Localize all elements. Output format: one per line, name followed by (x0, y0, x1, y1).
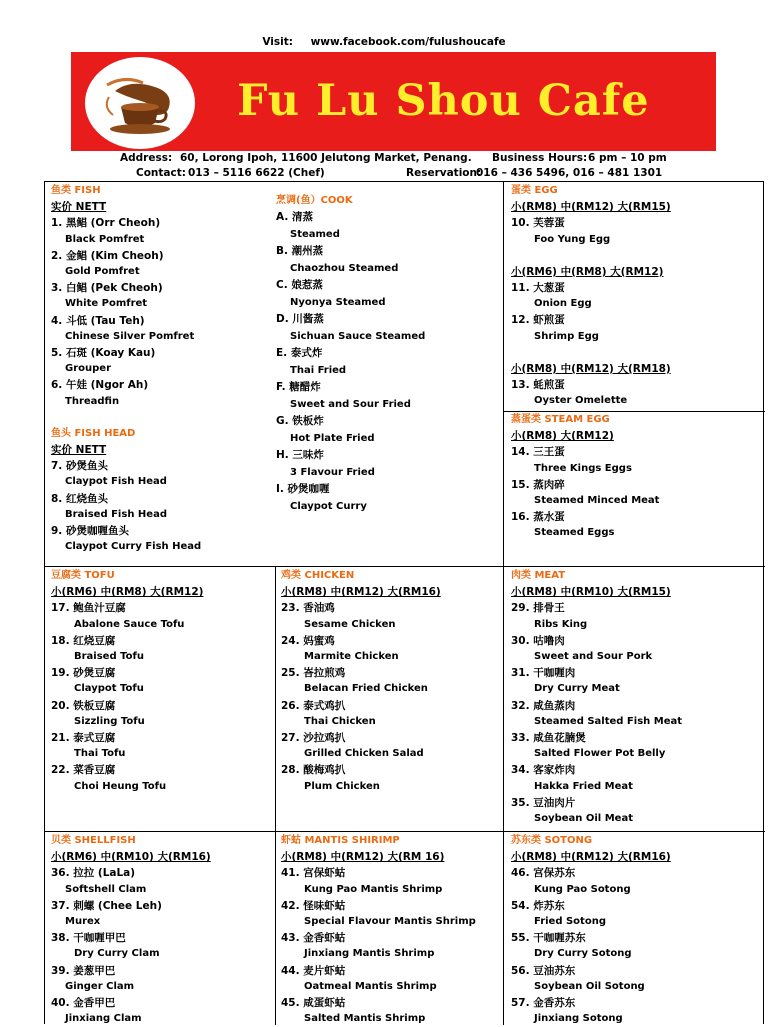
sotong-section (511, 833, 671, 1027)
reservation-value: 016 – 436 5496, 016 – 481 1301 (476, 167, 663, 179)
menu-item: 21. 泰式豆腐 Thai Tofu (51, 732, 126, 760)
menu-item: 12. 虾煎蛋 Shrimp Egg (511, 314, 599, 342)
menu-item: 29. 排骨王 Ribs King (511, 602, 588, 630)
menu-item: 55. 干咖喱苏东 Dry Curry Sotong (511, 932, 632, 960)
menu-item: 4. 斗低 (Tau Teh) Chinese Silver Pomfret (51, 314, 195, 342)
menu-item: 30. 咕噜肉 Sweet and Sour Pork (511, 634, 653, 663)
menu-item: I. 砂煲咖喱 Claypot Curry (276, 483, 367, 512)
hours-label: Business Hours: (492, 152, 588, 164)
menu-item: 28. 酸梅鸡扒 Plum Chicken (281, 764, 380, 792)
contact-label: Contact: (136, 167, 186, 179)
menu-item: 7. 砂煲鱼头 Claypot Fish Head (51, 460, 167, 488)
address-value: 60, Lorong Ipoh, 11600 Jelutong Market, Penang. (180, 152, 472, 164)
fish-section (51, 183, 201, 555)
menu-item: 22. 菜香豆腐 Choi Heung Tofu (51, 764, 167, 792)
shellfish-section (51, 833, 211, 1027)
menu-item: 46. 宫保苏东 Kung Pao Sotong (511, 867, 631, 895)
menu-item: 43. 金香虾蛄 Jinxiang Mantis Shrimp (281, 932, 435, 960)
menu-item: F. 糖醋炸 Sweet and Sour Fried (276, 381, 411, 410)
menu-item: G. 铁板炸 Hot Plate Fried (276, 415, 375, 444)
section-title: 虾蛄 MANTIS SHIRIMP (281, 835, 400, 846)
menu-item: 45. 咸蛋虾蛄 Salted Mantis Shrimp (281, 997, 426, 1025)
menu-item: 19. 砂煲豆腐 Claypot Tofu (51, 667, 144, 695)
cafe-name-title: Fu Lu Shou Cafe (237, 76, 650, 126)
section-title: 豆腐类 TOFU (51, 570, 115, 581)
menu-item: A. 清蒸 Steamed (276, 211, 340, 240)
menu-item: 26. 泰式鸡扒 Thai Chicken (281, 699, 376, 727)
section-title: 烹调(鱼）COOK (276, 195, 353, 206)
menu-item: 36. 拉拉 (LaLa) Softshell Clam (51, 867, 147, 895)
hours-value: 6 pm – 10 pm (588, 152, 667, 164)
section-title: 蛋类 EGG (511, 185, 558, 196)
menu-item: 24. 妈蜜鸡 Marmite Chicken (281, 634, 399, 663)
menu-item: E. 泰式炸 Thai Fried (276, 347, 347, 376)
menu-item: D. 川酱蒸 Sichuan Sauce Steamed (276, 313, 426, 342)
menu-item: 27. 沙拉鸡扒 Grilled Chicken Salad (281, 732, 424, 760)
visit-line (0, 36, 768, 48)
header-banner (71, 52, 716, 151)
mantis-shrimp-section (281, 833, 476, 1027)
visit-label: Visit: (262, 36, 293, 48)
menu-item: 15. 蒸肉碎 Steamed Minced Meat (511, 478, 660, 507)
price-line: 小(RM6) 中(RM8) 大(RM12) (511, 265, 664, 278)
menu-item: 1. 黑鲳 (Orr Cheoh) Black Pomfret (51, 217, 161, 245)
menu-item: 8. 红烧鱼头 Braised Fish Head (51, 492, 167, 520)
section-title: 鱼头 FISH HEAD (51, 427, 136, 439)
menu-item: 34. 客家炸肉 Hakka Fried Meat (511, 764, 633, 792)
price-line: 实价 NETT (51, 444, 107, 457)
menu-item: 41. 宫保虾蛄 Kung Pao Mantis Shrimp (281, 867, 443, 895)
menu-item: 3. 白鲳 (Pek Cheoh) White Pomfret (51, 282, 163, 310)
menu-item: 38. 干咖喱甲巴 Dry Curry Clam (51, 932, 160, 960)
menu-item: 57. 金香苏东 Jinxiang Sotong (511, 997, 623, 1025)
section-title: 苏东类 SOTONG (511, 835, 593, 846)
grid-divider (275, 567, 276, 1025)
grid-divider (503, 182, 504, 1025)
tofu-section (51, 568, 203, 795)
menu-item: 20. 铁板豆腐 Sizzling Tofu (51, 699, 145, 727)
menu-item: 31. 干咖喱肉 Dry Curry Meat (511, 667, 620, 695)
section-title: 蒸蛋类 STEAM EGG (511, 414, 610, 425)
section-title: 贝类 SHELLFISH (51, 835, 136, 846)
grid-divider (45, 566, 765, 567)
menu-item: 37. 刺螺 (Chee Leh) Murex (51, 899, 162, 928)
steam-egg-section (511, 412, 659, 542)
menu-item: 5. 石斑 (Koay Kau) Grouper (51, 347, 156, 375)
menu-item: 9. 砂煲咖喱鱼头 Claypot Curry Fish Head (51, 525, 202, 553)
menu-item: 10. 芙蓉蛋 Foo Yung Egg (511, 217, 611, 245)
coffee-cup-logo-icon (85, 57, 195, 149)
menu-item: 6. 午娃 (Ngor Ah) Threadfin (51, 379, 149, 407)
menu-item: 11. 大葱蛋 Onion Egg (511, 282, 592, 310)
contact-value: 013 – 5116 6622 (Chef) (188, 167, 325, 179)
menu-item: 39. 姜葱甲巴 Ginger Clam (51, 964, 135, 992)
menu-item: B. 潮州蒸 Chaozhou Steamed (276, 245, 399, 274)
menu-item: 17. 鲍鱼汁豆腐 Abalone Sauce Tofu (51, 602, 185, 630)
cook-section (276, 192, 425, 515)
price-line: 小(RM6) 中(RM8) 大(RM12) (51, 586, 204, 599)
section-title: 鸡类 CHICKEN (281, 570, 355, 581)
menu-item: 33. 咸鱼花腩煲 Salted Flower Pot Belly (511, 732, 666, 760)
menu-item: 23. 香油鸡 Sesame Chicken (281, 602, 396, 630)
menu-item: 54. 炸苏东 Fried Sotong (511, 899, 606, 928)
menu-item: 56. 豆油苏东 Soybean Oil Sotong (511, 964, 645, 992)
address-label: Address: (120, 152, 173, 164)
price-line: 小(RM8) 中(RM12) 大(RM18) (511, 362, 671, 375)
grid-divider (45, 831, 765, 832)
menu-item: 2. 金鲳 (Kim Cheoh) Gold Pomfret (51, 249, 164, 278)
menu-item: 35. 豆油肉片 Soybean Oil Meat (511, 796, 633, 825)
facebook-link[interactable]: www.facebook.com/fulushoucafe (310, 36, 506, 48)
chicken-section (281, 568, 441, 795)
reservation-label: Reservation: (406, 167, 482, 179)
price-line: 小(RM8) 中(RM12) 大(RM15) (511, 201, 671, 214)
menu-item: 14. 三王蛋 Three Kings Eggs (511, 446, 632, 474)
price-line: 小(RM6) 中(RM10) 大(RM16) (51, 851, 211, 864)
egg-section (511, 183, 671, 409)
price-line: 小(RM8) 中(RM12) 大(RM16) (511, 851, 671, 864)
menu-item: H. 三味炸 3 Flavour Fried (276, 449, 375, 478)
menu-item: 25. 峇拉煎鸡 Belacan Fried Chicken (281, 667, 428, 695)
menu-grid (44, 181, 764, 1024)
price-line: 小(RM8) 中(RM10) 大(RM15) (511, 586, 671, 599)
menu-item: 44. 麦片虾蛄 Oatmeal Mantis Shrimp (281, 964, 437, 992)
section-title: 肉类 MEAT (511, 570, 566, 581)
menu-item: 18. 红烧豆腐 Braised Tofu (51, 634, 144, 663)
menu-item: 16. 蒸水蛋 Steamed Eggs (511, 511, 615, 539)
menu-item: C. 娘惹蒸 Nyonya Steamed (276, 279, 386, 308)
price-line: 小(RM8) 中(RM12) 大(RM 16) (281, 851, 445, 864)
price-line: 小(RM8) 大(RM12) (511, 430, 614, 443)
menu-item: 13. 蚝煎蛋 Oyster Omelette (511, 379, 628, 407)
price-line: 实价 NETT (51, 201, 107, 214)
price-line: 小(RM8) 中(RM12) 大(RM16) (281, 586, 441, 599)
meat-section (511, 568, 682, 827)
menu-item: 32. 咸鱼蒸肉 Steamed Salted Fish Meat (511, 699, 683, 727)
section-title: 鱼类 FISH (51, 185, 101, 196)
menu-item: 42. 怪味虾蛄 Special Flavour Mantis Shrimp (281, 899, 476, 928)
menu-item: 40. 金香甲巴 Jinxiang Clam (51, 997, 142, 1025)
